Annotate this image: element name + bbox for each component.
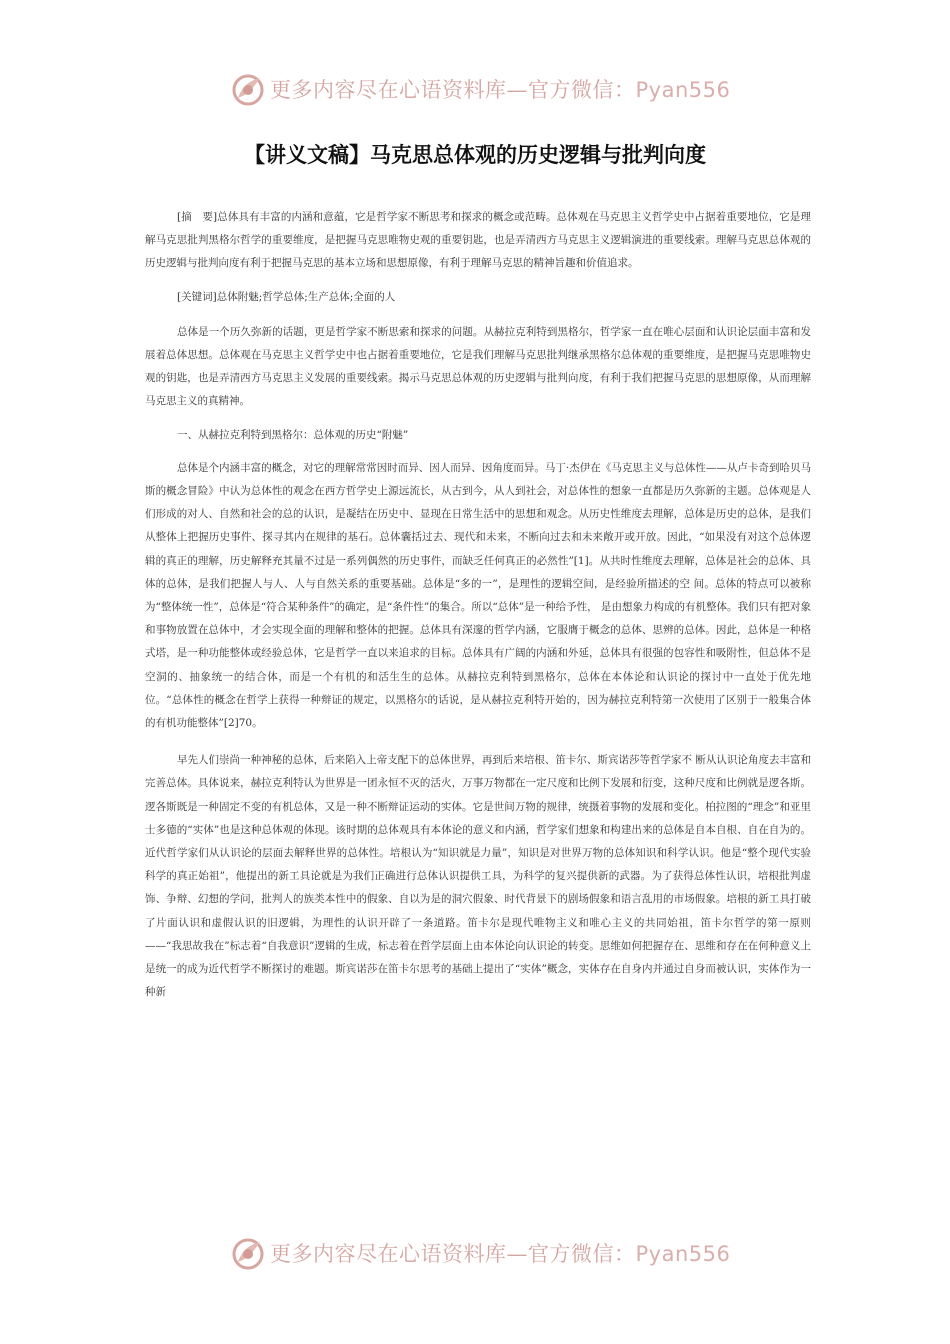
- body-paragraph-1: 总体是个内涵丰富的概念，对它的理解常常因时而异、因人而异、因角度而异。马丁·杰伊在《马克思主义与总体性——从卢卡奇到哈贝马斯的概念冒险》中认为总体性的观念在西方哲学史上源远流长，从古到今，从人到社会，对总体性的想象一直都是历久弥新的主题。总体观是人们形成的对人、自然和社会的总的认识，是凝结在历史中、显现在日常生活中的思想和观念。从历史性维度去理解，总体是历史的总体，是我们从整体上把握历史事件、探寻其内在规律的基石。总体囊括过去、现代和未来，不断向过去和未来敞开或开放。因此，“如果没有对这个总体逻辑的真正的理解，历史解释充其量不过是一系列偶然的历史事件，而缺乏任何真正的必然性”[1]。从共时性维度去理解，总体是社会的总体、具体的总体，是我们把握人与人、人与自然关系的重要基础。总体是“多的一”，是理性的逻辑空间，是经验所描述的空 间。总体的特点可以被称为“整体统一性”，总体是“符合某种条件”的确定，是“条件性”的集合。所以“总体”是一种给予性， 是由想象力构成的有机整体。我们只有把对象和事物放置在总体中，才会实现全面的理解和整体的把握。总体具有深邃的哲学内涵，它服膺于概念的总体、思辨的总体。因此，总体是一种格式塔，是一种功能整体或经验总体，它是哲学一直以来追求的目标。总体具有广阔的内涵和外延，总体具有很强的包容性和吸附性，但总体不是空洞的、抽象统一的结合体，而是一个有机的和活生生的总体。从赫拉克利特到黑格尔，总体在本体论和认识论的探讨中一直处于优先地位。“总体性的概念在哲学上获得一种辩证的规定，以黑格尔的话说，是从赫拉克利特开始的，因为赫拉克利特第一次使用了区别于一般集合体的有机功能整体”[2]70。: [145, 461, 811, 730]
- banner-text: 更多内容尽在心语资料库—官方微信：Pyan556: [270, 1242, 731, 1266]
- watermark-logo-icon: [230, 72, 266, 108]
- footer-banner: [0, 1234, 950, 1274]
- body-paragraph-2: 早先人们崇尚一种神秘的总体，后来陷入上帝支配下的总体世界，再到后来培根、笛卡尔、斯宾诺莎等哲学家不 断从认识论角度去丰富和完善总体。具体说来，赫拉克利特认为世界是一团永恒不灭的活火，万事万物都在一定尺度和比例下发展和衍变，这种尺度和比例就是逻各斯。逻各斯既是一种固定不变的有机总体，又是一种不断辩证运动的实体。它是世间万物的规律，统摄着事物的发展和变化。柏拉图的“理念”和亚里士多德的“实体”也是这种总体观的体现。该时期的总体观具有本体论的意义和内涵，哲学家们想象和构建出来的总体是自本自根、自在自为的。近代哲学家们从认识论的层面去解释世界的总体性。培根认为“知识就是力量”，知识是对世界万物的总体知识和科学认识。他是“整个现代实验科学的真正始祖”，他提出的新工具论就是为我们正确进行总体认识提供工具，为科学的复兴提供新的武器。为了获得总体性认识，培根批判虚饰、争辩、幻想的学问，批判人的族类本性中的假象、自以为是的洞穴假象、时代背景下的剧场假象和语言乱用的市场假象。培根的新工具打破了片面认识和虚假认识的旧逻辑，为理性的认识开辟了一条道路。笛卡尔是现代唯物主义和唯心主义的共同始祖，笛卡尔哲学的第一原则——“我思故我在”标志着“自我意识”逻辑的生成，标志着在哲学层面上由本体论向认识论的转变。思维如何把握存在、思维和存在在何种意义上是统一的成为近代哲学不断探讨的难题。斯宾诺莎在笛卡尔思考的基础上提出了“实体”概念，实体存在自身内并通过自身而被认识，实体作为一种新: [145, 754, 811, 999]
- header-banner: [0, 70, 950, 110]
- banner-handle: Pyan556: [635, 1242, 731, 1266]
- banner-text: 更多内容尽在心语资料库—官方微信：Pyan556: [270, 78, 731, 102]
- document-body: [145, 206, 811, 1005]
- section-heading: 一、从赫拉克利特到黑格尔：总体观的历史“附魅”: [177, 428, 409, 441]
- banner-handle: Pyan556: [635, 78, 731, 102]
- intro-paragraph: 总体是一个历久弥新的话题，更是哲学家不断思索和探求的问题。从赫拉克利特到黑格尔，哲学家一直在唯心层面和认识论层面丰富和发展着总体思想。总体观在马克思主义哲学史中也占据着重要地位，它是我们理解马克思批判继承黑格尔总体观的重要维度，是把握马克思唯物史观的钥匙，也是弄清西方马克思主义发展的重要线索。揭示马克思总体观的历史逻辑与批判向度，有利于我们把握马克思的思想原像，从而理解马克思主义的真精神。: [145, 325, 811, 408]
- watermark-logo-icon: [230, 1236, 266, 1272]
- keywords-paragraph: [关键词]总体附魅;哲学总体;生产总体;全面的人: [177, 290, 396, 303]
- abstract-paragraph: [摘 要]总体具有丰富的内涵和意蕴，它是哲学家不断思考和探求的概念或范畴。总体观在马克思主义哲学史中占据着重要地位，它是理解马克思批判黑格尔哲学的重要维度，是把握马克思唯物史观的重要钥匙，也是弄清西方马克思主义逻辑演进的重要线索。理解马克思总体观的历史逻辑与批判向度有利于把握马克思的基本立场和思想原像，有利于理解马克思的精神旨趣和价值追求。: [145, 211, 811, 270]
- document-title: 【讲义文稿】马克思总体观的历史逻辑与批判向度: [244, 143, 706, 167]
